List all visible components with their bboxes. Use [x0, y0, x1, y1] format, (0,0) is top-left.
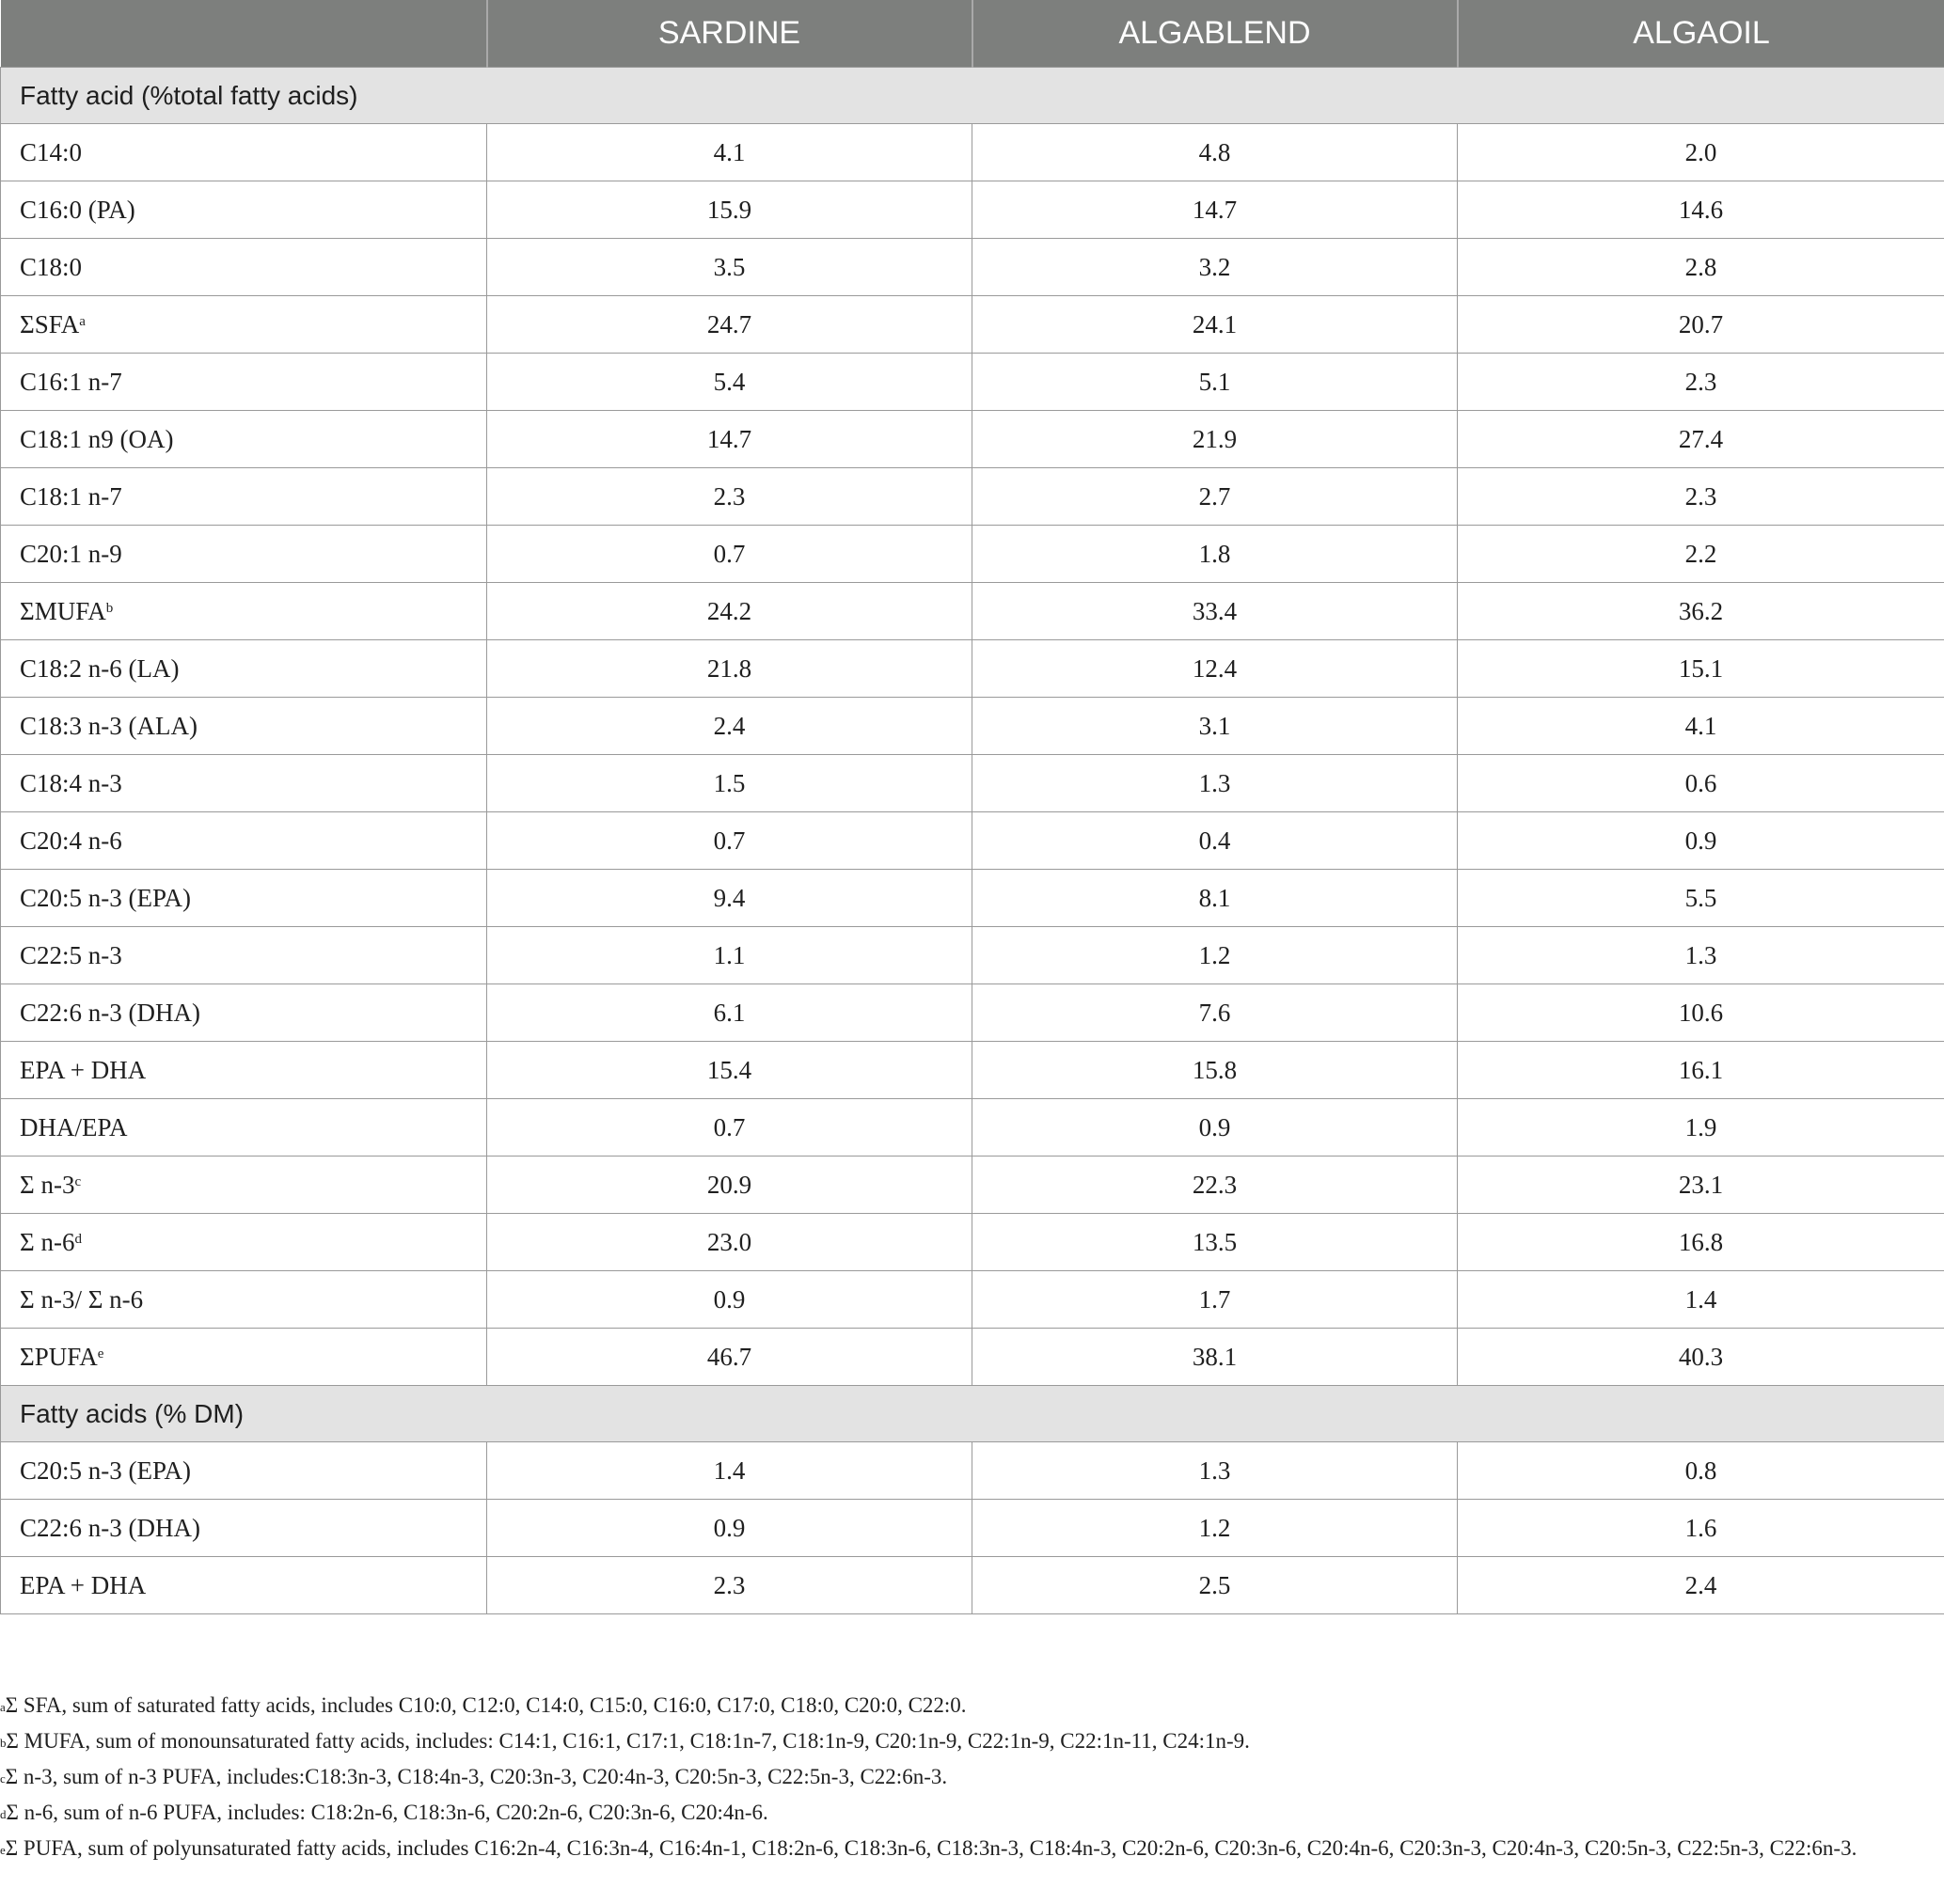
table-row — [1, 411, 1944, 468]
value-cell: 0.7 — [487, 1099, 972, 1157]
row-label: ΣPUFA — [20, 1342, 98, 1371]
row-label-cell — [1, 583, 487, 640]
row-label-cell — [1, 812, 487, 870]
value-cell: 1.2 — [972, 927, 1458, 984]
table-row — [1, 1042, 1944, 1099]
value-cell: 23.0 — [487, 1214, 972, 1271]
footnote-text: Σ MUFA, sum of monounsaturated fatty acids, includes: C14:1, C16:1, C17:1, C18:1n-7, C18:1n-9, C20:1n-9, C22:1n-9, C22:1n-11, C24:1n-9. — [6, 1729, 1250, 1753]
row-label: EPA + DHA — [20, 1055, 147, 1084]
value-cell: 1.2 — [972, 1500, 1458, 1557]
value-cell: 0.9 — [487, 1500, 972, 1557]
footnote-text: Σ n-6, sum of n-6 PUFA, includes: C18:2n-6, C18:3n-6, C20:2n-6, C20:3n-6, C20:4n-6. — [6, 1801, 768, 1824]
value-cell: 2.3 — [1458, 468, 1944, 526]
table-row — [1, 1271, 1944, 1329]
value-cell: 12.4 — [972, 640, 1458, 698]
footnote-text: Σ PUFA, sum of polyunsaturated fatty acids, includes C16:2n-4, C16:3n-4, C16:4n-1, C18:2n-6, C18:3n-6, C18:3n-3, C18:4n-3, C20:2n-6, C20:3n-6, C20:4n-6, C20:3n-3, C20:4n-3, C20:5n-3, C22:5n-3, C22:6n-3. — [5, 1836, 1857, 1860]
value-cell: 1.3 — [972, 1442, 1458, 1500]
value-cell: 10.6 — [1458, 984, 1944, 1042]
table-row — [1, 1157, 1944, 1214]
footnote-mark: e — [0, 1843, 6, 1857]
value-cell: 2.3 — [487, 1557, 972, 1614]
header-row — [1, 0, 1944, 68]
value-cell: 14.6 — [1458, 181, 1944, 239]
value-cell: 2.3 — [487, 468, 972, 526]
value-cell: 3.1 — [972, 698, 1458, 755]
value-cell: 15.8 — [972, 1042, 1458, 1099]
value-cell: 0.6 — [1458, 755, 1944, 812]
value-cell: 2.8 — [1458, 239, 1944, 296]
value-cell: 24.2 — [487, 583, 972, 640]
table-row — [1, 1500, 1944, 1557]
row-label: C18:1 n9 (OA) — [20, 424, 174, 453]
value-cell: 14.7 — [487, 411, 972, 468]
value-cell: 33.4 — [972, 583, 1458, 640]
table-row — [1, 239, 1944, 296]
table-row — [1, 984, 1944, 1042]
value-cell: 1.5 — [487, 755, 972, 812]
header-cell-empty — [1, 0, 487, 68]
row-label-cell — [1, 927, 487, 984]
table-row — [1, 870, 1944, 927]
table-row — [1, 640, 1944, 698]
value-cell: 0.9 — [487, 1271, 972, 1329]
value-cell: 5.1 — [972, 354, 1458, 411]
value-cell: 5.4 — [487, 354, 972, 411]
row-label: EPA + DHA — [20, 1570, 147, 1599]
value-cell: 24.7 — [487, 296, 972, 354]
value-cell: 46.7 — [487, 1329, 972, 1386]
table-row — [1, 1442, 1944, 1500]
row-label: C20:4 n-6 — [20, 826, 122, 855]
row-label-cell — [1, 124, 487, 181]
row-label: C18:2 n-6 (LA) — [20, 653, 180, 683]
value-cell: 1.6 — [1458, 1500, 1944, 1557]
table-row — [1, 468, 1944, 526]
row-label-cell — [1, 1099, 487, 1157]
header-cell-sardine: SARDINE — [487, 0, 972, 68]
header-cell-algablend: ALGABLEND — [972, 0, 1458, 68]
section-header-row — [1, 68, 1944, 124]
value-cell: 2.5 — [972, 1557, 1458, 1614]
table-row — [1, 1329, 1944, 1386]
footnote-text: Σ SFA, sum of saturated fatty acids, includes C10:0, C12:0, C14:0, C15:0, C16:0, C17:0, C18:0, C20:0, C22:0. — [5, 1693, 967, 1717]
value-cell: 20.9 — [487, 1157, 972, 1214]
row-label: C18:4 n-3 — [20, 768, 122, 797]
row-label-cell — [1, 640, 487, 698]
table-row — [1, 755, 1944, 812]
row-label-cell — [1, 296, 487, 354]
value-cell: 1.9 — [1458, 1099, 1944, 1157]
value-cell: 5.5 — [1458, 870, 1944, 927]
value-cell: 1.8 — [972, 526, 1458, 583]
value-cell: 2.0 — [1458, 124, 1944, 181]
table-row — [1, 124, 1944, 181]
footnote-mark: a — [0, 1700, 6, 1714]
row-label-cell — [1, 411, 487, 468]
value-cell: 27.4 — [1458, 411, 1944, 468]
value-cell: 2.4 — [487, 698, 972, 755]
value-cell: 2.4 — [1458, 1557, 1944, 1614]
value-cell: 15.4 — [487, 1042, 972, 1099]
value-cell: 7.6 — [972, 984, 1458, 1042]
footnote-marker: a — [79, 313, 86, 329]
row-label-cell — [1, 1329, 487, 1386]
value-cell: 23.1 — [1458, 1157, 1944, 1214]
row-label-cell — [1, 526, 487, 583]
value-cell: 21.9 — [972, 411, 1458, 468]
value-cell: 4.8 — [972, 124, 1458, 181]
value-cell: 0.9 — [972, 1099, 1458, 1157]
value-cell: 24.1 — [972, 296, 1458, 354]
row-label-cell — [1, 239, 487, 296]
value-cell: 0.7 — [487, 526, 972, 583]
row-label-cell — [1, 1214, 487, 1271]
value-cell: 0.9 — [1458, 812, 1944, 870]
footnote — [0, 1831, 1944, 1866]
table-row — [1, 1557, 1944, 1614]
value-cell: 0.8 — [1458, 1442, 1944, 1500]
value-cell: 15.9 — [487, 181, 972, 239]
row-label: ΣSFA — [20, 309, 80, 338]
value-cell: 1.1 — [487, 927, 972, 984]
table-body — [1, 68, 1944, 1614]
table-row — [1, 698, 1944, 755]
header-cell-algaoil: ALGAOIL — [1458, 0, 1944, 68]
table-row — [1, 354, 1944, 411]
row-label-cell — [1, 1271, 487, 1329]
value-cell: 14.7 — [972, 181, 1458, 239]
footnote-marker: e — [97, 1345, 104, 1361]
footnote-marker: c — [74, 1173, 82, 1189]
footnote — [0, 1795, 1944, 1831]
footnote-marker: d — [74, 1231, 82, 1247]
row-label-cell — [1, 984, 487, 1042]
footnote-mark: c — [0, 1771, 6, 1786]
value-cell: 2.3 — [1458, 354, 1944, 411]
table-row — [1, 1214, 1944, 1271]
row-label-cell — [1, 354, 487, 411]
table-row — [1, 296, 1944, 354]
row-label-cell — [1, 755, 487, 812]
value-cell: 22.3 — [972, 1157, 1458, 1214]
table-row — [1, 583, 1944, 640]
row-label: Σ n-6 — [20, 1227, 75, 1256]
row-label: C20:5 n-3 (EPA) — [20, 1456, 192, 1485]
value-cell: 0.4 — [972, 812, 1458, 870]
value-cell: 16.1 — [1458, 1042, 1944, 1099]
value-cell: 21.8 — [487, 640, 972, 698]
value-cell: 1.7 — [972, 1271, 1458, 1329]
footnotes — [0, 1688, 1944, 1866]
row-label: C22:6 n-3 (DHA) — [20, 1513, 200, 1542]
row-label-cell — [1, 870, 487, 927]
row-label: C18:0 — [20, 252, 83, 281]
value-cell: 3.2 — [972, 239, 1458, 296]
value-cell: 13.5 — [972, 1214, 1458, 1271]
value-cell: 8.1 — [972, 870, 1458, 927]
row-label: C18:3 n-3 (ALA) — [20, 711, 198, 740]
row-label: C16:0 (PA) — [20, 195, 135, 224]
value-cell: 2.2 — [1458, 526, 1944, 583]
table-row — [1, 181, 1944, 239]
footnote-marker: b — [105, 600, 114, 616]
row-label: C20:5 n-3 (EPA) — [20, 883, 192, 912]
table-row — [1, 1099, 1944, 1157]
table-row — [1, 526, 1944, 583]
row-label-cell — [1, 1500, 487, 1557]
row-label-cell — [1, 1557, 487, 1614]
section-header-row — [1, 1386, 1944, 1442]
row-label-cell — [1, 468, 487, 526]
value-cell: 1.3 — [1458, 927, 1944, 984]
row-label: Σ n-3/ Σ n-6 — [20, 1284, 144, 1314]
row-label-cell — [1, 698, 487, 755]
table-row — [1, 927, 1944, 984]
value-cell: 36.2 — [1458, 583, 1944, 640]
value-cell: 16.8 — [1458, 1214, 1944, 1271]
row-label: C18:1 n-7 — [20, 481, 122, 511]
table-row — [1, 812, 1944, 870]
value-cell: 0.7 — [487, 812, 972, 870]
footnote — [0, 1723, 1944, 1759]
row-label: C14:0 — [20, 137, 83, 166]
row-label: C16:1 n-7 — [20, 367, 122, 396]
row-label-cell — [1, 1157, 487, 1214]
row-label: C22:5 n-3 — [20, 940, 122, 969]
section-title: Fatty acid (%total fatty acids) — [1, 68, 1944, 124]
value-cell: 20.7 — [1458, 296, 1944, 354]
value-cell: 40.3 — [1458, 1329, 1944, 1386]
row-label-cell — [1, 1042, 487, 1099]
row-label: Σ n-3 — [20, 1170, 75, 1199]
footnote — [0, 1759, 1944, 1795]
value-cell: 15.1 — [1458, 640, 1944, 698]
value-cell: 9.4 — [487, 870, 972, 927]
row-label: ΣMUFA — [20, 596, 106, 625]
footnote-text: Σ n-3, sum of n-3 PUFA, includes:C18:3n-3, C18:4n-3, C20:3n-3, C20:4n-3, C20:5n-3, C22:5n-3, C22:6n-3. — [5, 1765, 948, 1788]
value-cell: 3.5 — [487, 239, 972, 296]
row-label: C22:6 n-3 (DHA) — [20, 998, 200, 1027]
footnote-mark: b — [0, 1736, 7, 1750]
row-label-cell — [1, 181, 487, 239]
value-cell: 6.1 — [487, 984, 972, 1042]
value-cell: 4.1 — [1458, 698, 1944, 755]
value-cell: 1.4 — [487, 1442, 972, 1500]
value-cell: 1.3 — [972, 755, 1458, 812]
value-cell: 1.4 — [1458, 1271, 1944, 1329]
section-title: Fatty acids (% DM) — [1, 1386, 1944, 1442]
value-cell: 38.1 — [972, 1329, 1458, 1386]
row-label: C20:1 n-9 — [20, 539, 122, 568]
footnote — [0, 1688, 1944, 1723]
row-label-cell — [1, 1442, 487, 1500]
footnote-mark: d — [0, 1807, 7, 1821]
value-cell: 2.7 — [972, 468, 1458, 526]
value-cell: 4.1 — [487, 124, 972, 181]
row-label: DHA/EPA — [20, 1112, 128, 1141]
